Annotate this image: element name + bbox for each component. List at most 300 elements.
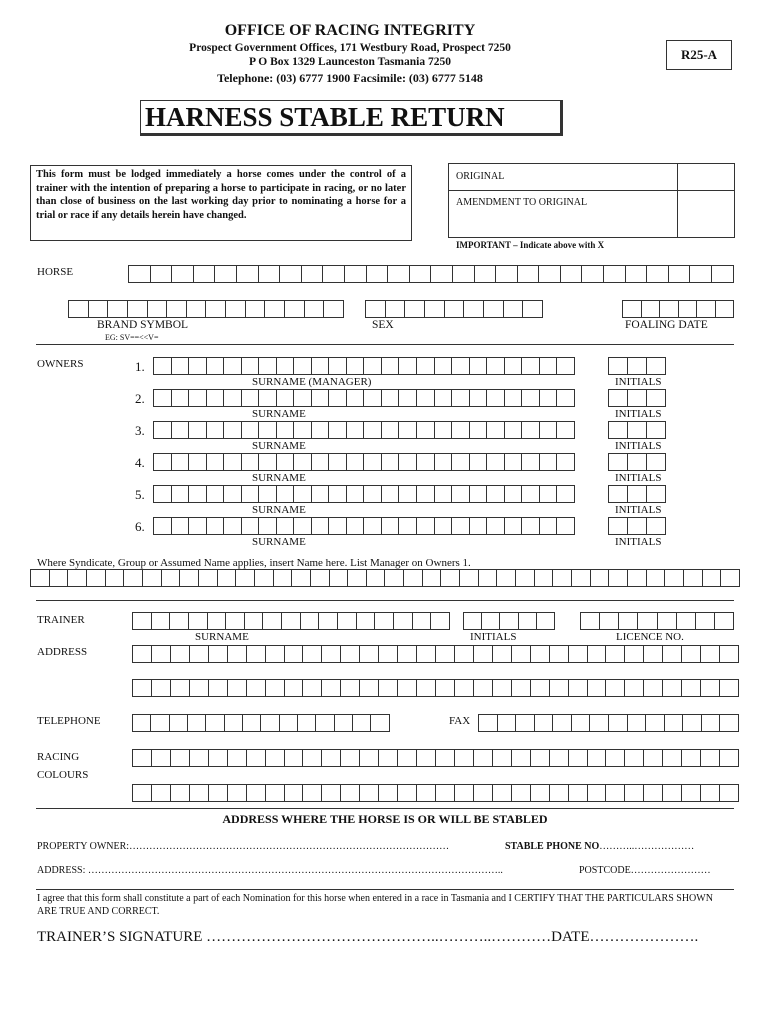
entry-box[interactable]	[228, 749, 247, 767]
entry-box[interactable]	[716, 300, 735, 318]
entry-box[interactable]	[143, 569, 162, 587]
entry-box[interactable]	[398, 749, 417, 767]
entry-box[interactable]	[347, 485, 365, 503]
entry-box[interactable]	[303, 679, 322, 697]
entry-box[interactable]	[367, 265, 389, 283]
owner-6-surname-boxes[interactable]	[153, 517, 576, 535]
signature-line[interactable]: TRAINER’S SIGNATURE ………………………………………..………..…………DATE………………….	[37, 929, 699, 945]
owner-4-surname-boxes[interactable]	[153, 453, 576, 471]
entry-box[interactable]	[265, 300, 285, 318]
entry-box[interactable]	[628, 517, 647, 535]
entry-box[interactable]	[172, 517, 190, 535]
entry-box[interactable]	[470, 389, 488, 407]
entry-box[interactable]	[431, 612, 450, 630]
entry-box[interactable]	[133, 749, 152, 767]
entry-box[interactable]	[696, 612, 715, 630]
entry-box[interactable]	[531, 784, 550, 802]
entry-box[interactable]	[207, 485, 225, 503]
entry-box[interactable]	[452, 357, 470, 375]
entry-box[interactable]	[379, 749, 398, 767]
entry-box[interactable]	[682, 679, 701, 697]
entry-box[interactable]	[172, 453, 190, 471]
entry-box[interactable]	[609, 453, 628, 471]
entry-box[interactable]	[207, 453, 225, 471]
entry-box[interactable]	[364, 517, 382, 535]
entry-box[interactable]	[464, 300, 484, 318]
postcode-field[interactable]: POSTCODE……………………	[579, 865, 711, 876]
entry-box[interactable]	[626, 265, 648, 283]
entry-box[interactable]	[460, 569, 479, 587]
trainer-initials-boxes[interactable]	[463, 612, 556, 630]
entry-box[interactable]	[550, 645, 569, 663]
entry-box[interactable]	[347, 389, 365, 407]
entry-box[interactable]	[425, 300, 445, 318]
entry-box[interactable]	[682, 749, 701, 767]
entry-box[interactable]	[226, 612, 245, 630]
entry-box[interactable]	[277, 485, 295, 503]
entry-box[interactable]	[398, 679, 417, 697]
entry-box[interactable]	[225, 714, 243, 732]
entry-box[interactable]	[405, 300, 425, 318]
entry-box[interactable]	[322, 784, 341, 802]
entry-box[interactable]	[266, 645, 285, 663]
entry-box[interactable]	[385, 569, 404, 587]
entry-box[interactable]	[721, 569, 740, 587]
entry-box[interactable]	[606, 679, 625, 697]
entry-box[interactable]	[266, 784, 285, 802]
entry-box[interactable]	[522, 485, 540, 503]
entry-box[interactable]	[475, 265, 497, 283]
entry-box[interactable]	[242, 389, 260, 407]
original-checkbox[interactable]	[678, 164, 734, 190]
entry-box[interactable]	[646, 714, 665, 732]
entry-box[interactable]	[625, 645, 644, 663]
entry-box[interactable]	[187, 300, 207, 318]
entry-box[interactable]	[487, 357, 505, 375]
entry-box[interactable]	[522, 453, 540, 471]
entry-box[interactable]	[399, 485, 417, 503]
entry-box[interactable]	[644, 645, 663, 663]
entry-box[interactable]	[540, 389, 558, 407]
entry-box[interactable]	[504, 300, 524, 318]
entry-box[interactable]	[348, 569, 367, 587]
entry-box[interactable]	[697, 300, 716, 318]
entry-box[interactable]	[322, 749, 341, 767]
syndicate-name-boxes[interactable]	[30, 569, 741, 587]
entry-box[interactable]	[347, 517, 365, 535]
entry-box[interactable]	[208, 612, 227, 630]
entry-box[interactable]	[255, 569, 274, 587]
entry-box[interactable]	[379, 679, 398, 697]
entry-box[interactable]	[360, 784, 379, 802]
entry-box[interactable]	[557, 517, 575, 535]
entry-box[interactable]	[493, 645, 512, 663]
entry-box[interactable]	[493, 784, 512, 802]
entry-box[interactable]	[382, 485, 400, 503]
entry-box[interactable]	[423, 569, 442, 587]
entry-box[interactable]	[194, 265, 216, 283]
entry-box[interactable]	[190, 749, 209, 767]
entry-box[interactable]	[124, 569, 143, 587]
entry-box[interactable]	[294, 485, 312, 503]
entry-box[interactable]	[277, 389, 295, 407]
entry-box[interactable]	[172, 485, 190, 503]
entry-box[interactable]	[285, 645, 304, 663]
entry-box[interactable]	[329, 357, 347, 375]
entry-box[interactable]	[474, 679, 493, 697]
telephone-boxes[interactable]	[132, 714, 391, 732]
entry-box[interactable]	[512, 784, 531, 802]
owner-1-surname-boxes[interactable]	[153, 357, 576, 375]
entry-box[interactable]	[557, 389, 575, 407]
entry-box[interactable]	[417, 389, 435, 407]
entry-box[interactable]	[133, 784, 152, 802]
entry-box[interactable]	[606, 784, 625, 802]
owner-1-initials-boxes[interactable]	[608, 357, 667, 375]
entry-box[interactable]	[474, 784, 493, 802]
entry-box[interactable]	[347, 421, 365, 439]
sex-boxes[interactable]	[365, 300, 544, 318]
entry-box[interactable]	[171, 749, 190, 767]
entry-box[interactable]	[703, 569, 722, 587]
entry-box[interactable]	[540, 453, 558, 471]
entry-box[interactable]	[604, 265, 626, 283]
entry-box[interactable]	[302, 265, 324, 283]
entry-box[interactable]	[625, 749, 644, 767]
entry-box[interactable]	[277, 517, 295, 535]
entry-box[interactable]	[482, 612, 500, 630]
entry-box[interactable]	[531, 749, 550, 767]
entry-box[interactable]	[399, 421, 417, 439]
entry-box[interactable]	[303, 749, 322, 767]
entry-box[interactable]	[452, 453, 470, 471]
entry-box[interactable]	[277, 421, 295, 439]
entry-box[interactable]	[247, 749, 266, 767]
entry-box[interactable]	[280, 714, 298, 732]
entry-box[interactable]	[154, 453, 172, 471]
entry-box[interactable]	[108, 300, 128, 318]
entry-box[interactable]	[720, 749, 739, 767]
entry-box[interactable]	[154, 357, 172, 375]
entry-box[interactable]	[294, 453, 312, 471]
entry-box[interactable]	[209, 784, 228, 802]
entry-box[interactable]	[209, 679, 228, 697]
entry-box[interactable]	[151, 714, 169, 732]
entry-box[interactable]	[625, 679, 644, 697]
entry-box[interactable]	[435, 357, 453, 375]
entry-box[interactable]	[277, 357, 295, 375]
entry-box[interactable]	[625, 784, 644, 802]
entry-box[interactable]	[642, 300, 661, 318]
entry-box[interactable]	[431, 265, 453, 283]
entry-box[interactable]	[152, 645, 171, 663]
entry-box[interactable]	[152, 749, 171, 767]
entry-box[interactable]	[550, 784, 569, 802]
entry-box[interactable]	[242, 453, 260, 471]
entry-box[interactable]	[588, 679, 607, 697]
entry-box[interactable]	[609, 357, 628, 375]
entry-box[interactable]	[470, 421, 488, 439]
entry-box[interactable]	[322, 645, 341, 663]
entry-box[interactable]	[452, 421, 470, 439]
entry-box[interactable]	[470, 357, 488, 375]
entry-box[interactable]	[87, 569, 106, 587]
entry-box[interactable]	[464, 612, 482, 630]
entry-box[interactable]	[609, 569, 628, 587]
entry-box[interactable]	[364, 357, 382, 375]
entry-box[interactable]	[445, 300, 465, 318]
entry-box[interactable]	[518, 265, 540, 283]
entry-box[interactable]	[209, 749, 228, 767]
entry-box[interactable]	[224, 485, 242, 503]
entry-box[interactable]	[557, 421, 575, 439]
entry-box[interactable]	[303, 784, 322, 802]
entry-box[interactable]	[455, 784, 474, 802]
entry-box[interactable]	[557, 357, 575, 375]
entry-box[interactable]	[600, 612, 619, 630]
entry-box[interactable]	[280, 265, 302, 283]
entry-box[interactable]	[172, 357, 190, 375]
entry-box[interactable]	[207, 389, 225, 407]
entry-box[interactable]	[417, 784, 436, 802]
entry-box[interactable]	[189, 357, 207, 375]
entry-box[interactable]	[647, 389, 666, 407]
entry-box[interactable]	[259, 453, 277, 471]
entry-box[interactable]	[207, 517, 225, 535]
entry-box[interactable]	[106, 569, 125, 587]
entry-box[interactable]	[133, 714, 151, 732]
entry-box[interactable]	[588, 645, 607, 663]
entry-box[interactable]	[394, 612, 413, 630]
entry-box[interactable]	[329, 485, 347, 503]
entry-box[interactable]	[375, 612, 394, 630]
racing-colours-boxes-1[interactable]	[132, 749, 740, 767]
entry-box[interactable]	[628, 569, 647, 587]
entry-box[interactable]	[388, 265, 410, 283]
entry-box[interactable]	[338, 612, 357, 630]
entry-box[interactable]	[581, 612, 600, 630]
entry-box[interactable]	[497, 569, 516, 587]
entry-box[interactable]	[367, 569, 386, 587]
entry-box[interactable]	[360, 749, 379, 767]
entry-box[interactable]	[619, 612, 638, 630]
owner-3-initials-boxes[interactable]	[608, 421, 667, 439]
entry-box[interactable]	[500, 612, 518, 630]
entry-box[interactable]	[644, 784, 663, 802]
entry-box[interactable]	[399, 389, 417, 407]
entry-box[interactable]	[512, 749, 531, 767]
entry-box[interactable]	[172, 265, 194, 283]
entry-box[interactable]	[606, 749, 625, 767]
entry-box[interactable]	[399, 453, 417, 471]
entry-box[interactable]	[453, 265, 475, 283]
stable-phone-field[interactable]: ………..………………	[599, 841, 695, 852]
entry-box[interactable]	[701, 749, 720, 767]
entry-box[interactable]	[470, 485, 488, 503]
entry-box[interactable]	[487, 421, 505, 439]
entry-box[interactable]	[720, 784, 739, 802]
entry-box[interactable]	[242, 421, 260, 439]
entry-box[interactable]	[243, 714, 261, 732]
amendment-checkbox[interactable]	[678, 191, 734, 237]
entry-box[interactable]	[715, 612, 734, 630]
entry-box[interactable]	[720, 645, 739, 663]
entry-box[interactable]	[701, 645, 720, 663]
entry-box[interactable]	[669, 265, 691, 283]
entry-box[interactable]	[535, 569, 554, 587]
entry-box[interactable]	[682, 645, 701, 663]
entry-box[interactable]	[360, 679, 379, 697]
entry-box[interactable]	[522, 517, 540, 535]
entry-box[interactable]	[498, 714, 517, 732]
entry-box[interactable]	[170, 612, 189, 630]
entry-box[interactable]	[133, 612, 152, 630]
entry-box[interactable]	[282, 612, 301, 630]
entry-box[interactable]	[312, 453, 330, 471]
entry-box[interactable]	[285, 300, 305, 318]
entry-box[interactable]	[540, 485, 558, 503]
entry-box[interactable]	[665, 569, 684, 587]
entry-box[interactable]	[266, 749, 285, 767]
entry-box[interactable]	[569, 784, 588, 802]
trainer-licence-boxes[interactable]	[580, 612, 735, 630]
entry-box[interactable]	[133, 679, 152, 697]
entry-box[interactable]	[569, 749, 588, 767]
entry-box[interactable]	[712, 265, 734, 283]
entry-box[interactable]	[215, 265, 237, 283]
owner-5-surname-boxes[interactable]	[153, 485, 576, 503]
entry-box[interactable]	[701, 784, 720, 802]
entry-box[interactable]	[505, 421, 523, 439]
horse-name-boxes[interactable]	[128, 265, 735, 283]
entry-box[interactable]	[347, 453, 365, 471]
entry-box[interactable]	[623, 300, 642, 318]
entry-box[interactable]	[263, 612, 282, 630]
entry-box[interactable]	[341, 679, 360, 697]
entry-box[interactable]	[69, 300, 89, 318]
entry-box[interactable]	[190, 645, 209, 663]
entry-box[interactable]	[417, 357, 435, 375]
entry-box[interactable]	[435, 389, 453, 407]
entry-box[interactable]	[189, 612, 208, 630]
entry-box[interactable]	[259, 265, 281, 283]
entry-box[interactable]	[129, 265, 151, 283]
entry-box[interactable]	[236, 569, 255, 587]
entry-box[interactable]	[148, 300, 168, 318]
entry-box[interactable]	[298, 714, 316, 732]
entry-box[interactable]	[360, 645, 379, 663]
entry-box[interactable]	[266, 679, 285, 697]
entry-box[interactable]	[417, 679, 436, 697]
entry-box[interactable]	[550, 679, 569, 697]
entry-box[interactable]	[647, 485, 666, 503]
entry-box[interactable]	[647, 453, 666, 471]
entry-box[interactable]	[702, 714, 721, 732]
entry-box[interactable]	[292, 569, 311, 587]
entry-box[interactable]	[226, 300, 246, 318]
entry-box[interactable]	[224, 389, 242, 407]
entry-box[interactable]	[151, 265, 173, 283]
entry-box[interactable]	[228, 645, 247, 663]
entry-box[interactable]	[638, 612, 657, 630]
entry-box[interactable]	[452, 389, 470, 407]
entry-box[interactable]	[404, 569, 423, 587]
entry-box[interactable]	[399, 357, 417, 375]
entry-box[interactable]	[152, 784, 171, 802]
entry-box[interactable]	[647, 357, 666, 375]
entry-box[interactable]	[588, 784, 607, 802]
entry-box[interactable]	[31, 569, 50, 587]
entry-box[interactable]	[435, 485, 453, 503]
entry-box[interactable]	[382, 453, 400, 471]
entry-box[interactable]	[516, 569, 535, 587]
entry-box[interactable]	[341, 749, 360, 767]
entry-box[interactable]	[505, 517, 523, 535]
trainer-address-boxes-2[interactable]	[132, 679, 740, 697]
brand-symbol-boxes[interactable]	[68, 300, 345, 318]
fax-boxes[interactable]	[478, 714, 740, 732]
entry-box[interactable]	[609, 714, 628, 732]
entry-box[interactable]	[274, 569, 293, 587]
entry-box[interactable]	[569, 679, 588, 697]
entry-box[interactable]	[154, 421, 172, 439]
entry-box[interactable]	[305, 300, 325, 318]
entry-box[interactable]	[535, 714, 554, 732]
entry-box[interactable]	[609, 517, 628, 535]
entry-box[interactable]	[128, 300, 148, 318]
entry-box[interactable]	[154, 485, 172, 503]
entry-box[interactable]	[540, 421, 558, 439]
entry-box[interactable]	[647, 265, 669, 283]
entry-box[interactable]	[435, 453, 453, 471]
entry-box[interactable]	[720, 679, 739, 697]
entry-box[interactable]	[322, 679, 341, 697]
entry-box[interactable]	[312, 421, 330, 439]
entry-box[interactable]	[189, 485, 207, 503]
entry-box[interactable]	[366, 300, 386, 318]
entry-box[interactable]	[470, 517, 488, 535]
entry-box[interactable]	[246, 300, 266, 318]
entry-box[interactable]	[357, 612, 376, 630]
trainer-surname-boxes[interactable]	[132, 612, 451, 630]
entry-box[interactable]	[474, 645, 493, 663]
entry-box[interactable]	[172, 389, 190, 407]
entry-box[interactable]	[316, 714, 334, 732]
entry-box[interactable]	[572, 714, 591, 732]
entry-box[interactable]	[312, 485, 330, 503]
entry-box[interactable]	[207, 421, 225, 439]
entry-box[interactable]	[152, 679, 171, 697]
entry-box[interactable]	[294, 389, 312, 407]
entry-box[interactable]	[493, 749, 512, 767]
entry-box[interactable]	[487, 485, 505, 503]
entry-box[interactable]	[133, 645, 152, 663]
entry-box[interactable]	[436, 679, 455, 697]
entry-box[interactable]	[364, 485, 382, 503]
owner-2-initials-boxes[interactable]	[608, 389, 667, 407]
entry-box[interactable]	[224, 453, 242, 471]
entry-box[interactable]	[647, 569, 666, 587]
entry-box[interactable]	[665, 714, 684, 732]
entry-box[interactable]	[379, 784, 398, 802]
entry-box[interactable]	[441, 569, 460, 587]
entry-box[interactable]	[228, 784, 247, 802]
entry-box[interactable]	[417, 749, 436, 767]
entry-box[interactable]	[435, 517, 453, 535]
entry-box[interactable]	[347, 357, 365, 375]
entry-box[interactable]	[487, 517, 505, 535]
entry-box[interactable]	[398, 645, 417, 663]
